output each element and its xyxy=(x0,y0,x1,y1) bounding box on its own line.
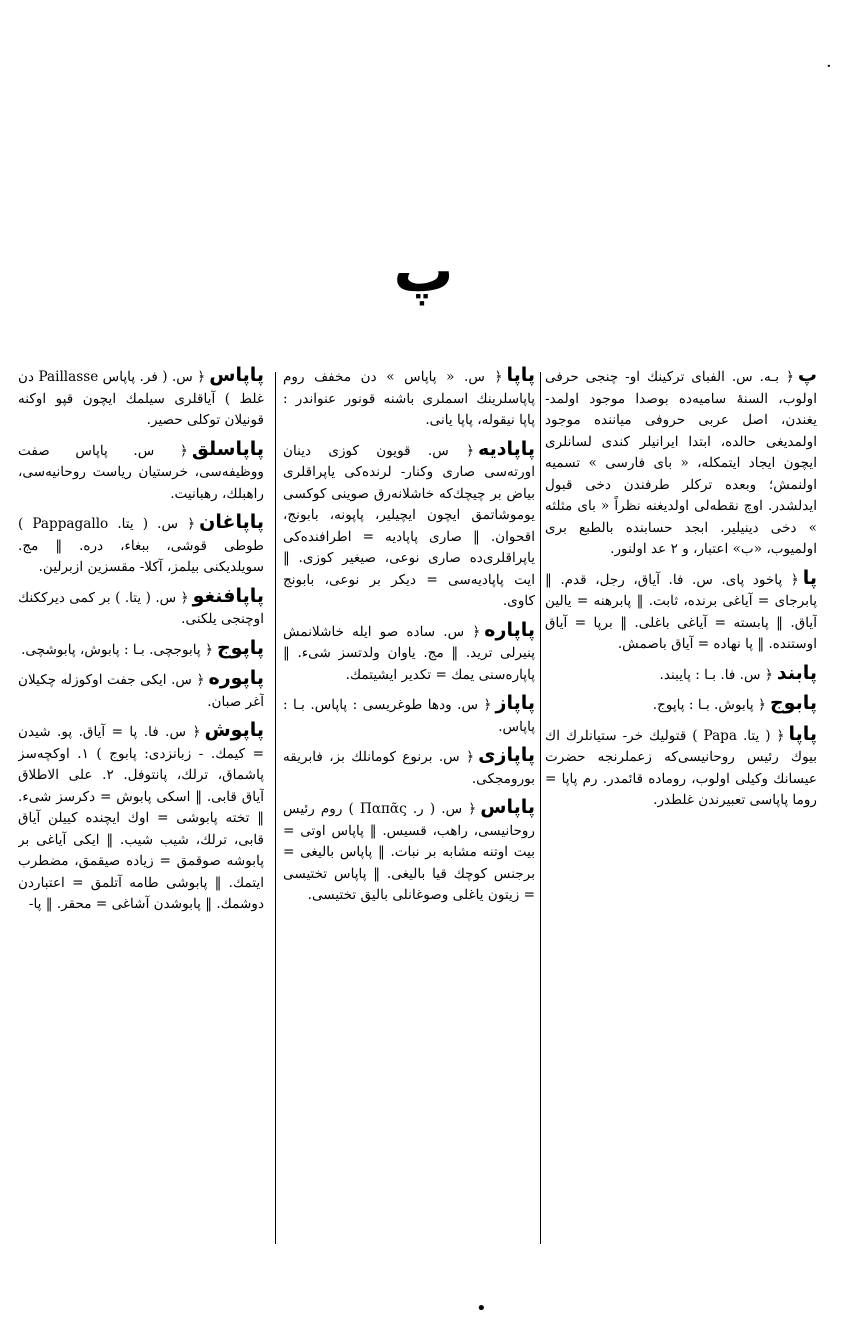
dictionary-entry xyxy=(283,620,535,687)
dictionary-entry xyxy=(18,638,264,662)
entry-definition: ﴿ پابوش. بـا : پاپوج. xyxy=(652,697,766,713)
entry-definition: ﴿ س. ساده صو ایله خاشلانمش پنیرلی ترید. ‖ مج. یاوان ولدتسز شیء. ‖ پاپاره‌سنی یمك = تکدیر ایشیتمك. xyxy=(283,623,535,683)
entry-definition: ﴿ س. برنوع کومانلك بز، فابریقه بورومجکی. xyxy=(283,749,535,787)
entry-headword: پاپاره xyxy=(484,618,535,641)
dictionary-entry xyxy=(283,797,535,907)
entry-definition: ﴿ س. قویون کوزی دینان اورته‌سی صاری وکنار- لرنده‌کی یاپراقلری بیاض بر چیچك‌که خاشلانه‌رق صوینی کوکسی یوموشاتمق ایچون ایچیلیر، پاپونه، بابونج، اقحوان. ‖ صاری پاپادیه = اطرافنده‌کی یاپراقلری‌ده صاری نوعی، صیغیر کوزی. ‖ ایت پاپادیه‌سی = دیکر بر نوعی، بابونج کاوی. xyxy=(283,442,535,609)
dictionary-entry xyxy=(545,724,817,812)
dictionary-entry xyxy=(545,663,817,687)
column-left xyxy=(18,365,264,1245)
entry-headword: پاپازی xyxy=(478,744,535,766)
entry-headword: پاپا xyxy=(506,365,535,386)
entry-headword: پاپوش xyxy=(204,719,264,741)
dictionary-entry xyxy=(283,439,535,613)
column-right xyxy=(545,365,817,1245)
column-rule xyxy=(275,372,276,1244)
entry-definition: ﴿ س. « پاپاس » دن مخفف روم پاپاسلرینك اسملری باشنه قونور عنواندر : پاپا نیقوله، پاپا یانی. xyxy=(283,369,535,428)
entry-headword: پاپافنغو xyxy=(192,584,264,607)
dictionary-entry xyxy=(18,720,264,916)
page-footer-mark: • xyxy=(476,1298,487,1319)
entry-headword: پاپاغان xyxy=(199,511,264,533)
dictionary-entry xyxy=(283,745,535,790)
section-letter-header: پ xyxy=(393,236,454,306)
dictionary-entry xyxy=(18,439,264,506)
entry-headword: پابند xyxy=(776,661,817,684)
entry-headword: پاپادیه xyxy=(478,437,535,460)
entry-headword: پاپوره xyxy=(208,667,264,689)
entry-headword: پاپوج xyxy=(216,636,264,659)
dictionary-entry xyxy=(18,512,264,579)
column-rule xyxy=(540,372,541,1244)
dictionary-entry xyxy=(18,668,264,713)
dictionary-entry xyxy=(18,365,264,432)
entry-headword: پاپاس xyxy=(480,796,535,818)
dictionary-entry xyxy=(545,365,817,561)
dictionary-entry xyxy=(545,693,817,717)
entry-definition: ﴿ س. ( یتا. ) بر کمی دیرککنك اوچنجی یلکنی. xyxy=(18,589,264,627)
entry-definition: ﴿ پاخود پای. س. فا. آیاق، رجل، قدم. ‖ پابرجای = آیاغی برنده، ثابت. ‖ پابرهنه = یالین آیاق. ‖ پابسته = آیاغی باغلی. ‖ برپا = آیاق اوستنده. ‖ پا نهاده = آیاق باصمش. xyxy=(545,571,817,652)
entry-definition: ﴿ س. ( ر. Παπᾶς ) روم رئیس روحانیسی، راهب، قسیس. ‖ پاپاس اوتی = بیت اوتنه مشابه بر نبات. ‖ پاپاس بالیغی = برجنس کوچك قیا بالیغی. ‖ پاپاس تختیسی = زیتون یاغلی وصوغانلی بالیق تختیسی. xyxy=(283,801,535,903)
entry-headword: پابوج xyxy=(769,692,817,714)
entry-headword: پ xyxy=(797,365,817,386)
entry-definition: ﴿ س. فا. بـا : پایبند. xyxy=(659,666,773,683)
entry-definition: ﴿ س. پاپاس صفت ووظیفه‌سی، خرستیان ریاست روحانیه‌سی، راهبلك، رهبانیت. xyxy=(18,442,264,502)
dictionary-entry xyxy=(18,586,264,631)
entry-definition: ﴿ س. ایکی جفت اوکوزله چکیلان آغر صبان. xyxy=(18,672,264,710)
entry-definition: ﴿ ( یتا. Papa ) قتولیك خر- ستیانلرك اك بیوك رئیس روحانیسی‌که زعملرنجه حضرت عیسانك وکیلی اولوب، روماده قائمدر. رم پاپا = روما پاپاسی تعبیرندن غلطدر. xyxy=(545,727,817,808)
entry-definition: ﴿ س. فا. پا = آیاق. پو. شیدن = کیمك. - زبانزدی: پابوج ) ۱. اوکچه‌سز پاشماق، ترلك، پانتوفل. ۲. علی الاطلاق آیاق قابی. ‖ اسکی پابوش = دکرسز شیء. ‖ تخته پابوشی = اوك ایچنده کییلن آیاق قابی، ترلك، شیب شیب. ‖ ایکی آیاغی بر پابوشه صوقمق = زیاده صیقمق، مضطرب ایتمك. ‖ پابوشی طامه آتلمق = اعتباردن دوشمك. ‖ پابوشدن آشاغی = محقر. ‖ پا- xyxy=(18,724,264,912)
entry-headword: پاپاس xyxy=(209,365,264,386)
dictionary-entry xyxy=(283,365,535,432)
entry-definition: ﴿ س. ودها طوغریسی : پاپاس. بـا : پاپاس. xyxy=(283,697,535,735)
entry-definition: ﴿ س. ( یتا. Pappagallo ) طوطی قوشی، ببغاء، دره. ‖ مج. سویلدیکنی بیلمز، آکلا- مقسزین ازبرلین. xyxy=(18,516,264,575)
entry-definition: ﴿ س. ( فر. پاپاس Paillasse دن غلط ) آیاقلری سیلمك ایچون قپو اوکنه قونیلان توکلی حصیر. xyxy=(18,369,264,428)
dictionary-entry xyxy=(545,568,817,656)
dictionary-entry xyxy=(283,693,535,738)
column-middle xyxy=(283,365,535,1245)
entry-headword: پا xyxy=(802,566,817,589)
entry-headword: پاپاز xyxy=(495,692,535,714)
entry-headword: پاپا xyxy=(788,722,817,745)
margin-mark: · xyxy=(826,56,832,77)
entry-definition: ﴿ بـه. س. الفبای ترکینك او- چنجی حرفی اولوب، السنهٔ سامیه‌ده بوصدا موجود اولمد- یغندن، اصل عربی حروفی میاننده موجود اولمدیغی حالده، ابتدا ایرانیلر کندی لسانلری ایچون ایجاد ایتمکله، « بای فارسی » تسمیه اولنمش؛ وبعده ترکلر طرفندن دخی قبول ایدلشدر. اوچ نقطه‌لی اولدیغنه نظراً « بای مثلثه » دخی دینیلیر. ابجد حسابنده بالطبع بری اولمیوب، «ب» اعتبار، و ۲ عد اولنور. xyxy=(545,369,817,557)
entry-definition: ﴿ پابوجچی. بـا : پابوش، پابوشچی. xyxy=(21,641,213,658)
entry-headword: پاپاسلق xyxy=(191,437,264,460)
